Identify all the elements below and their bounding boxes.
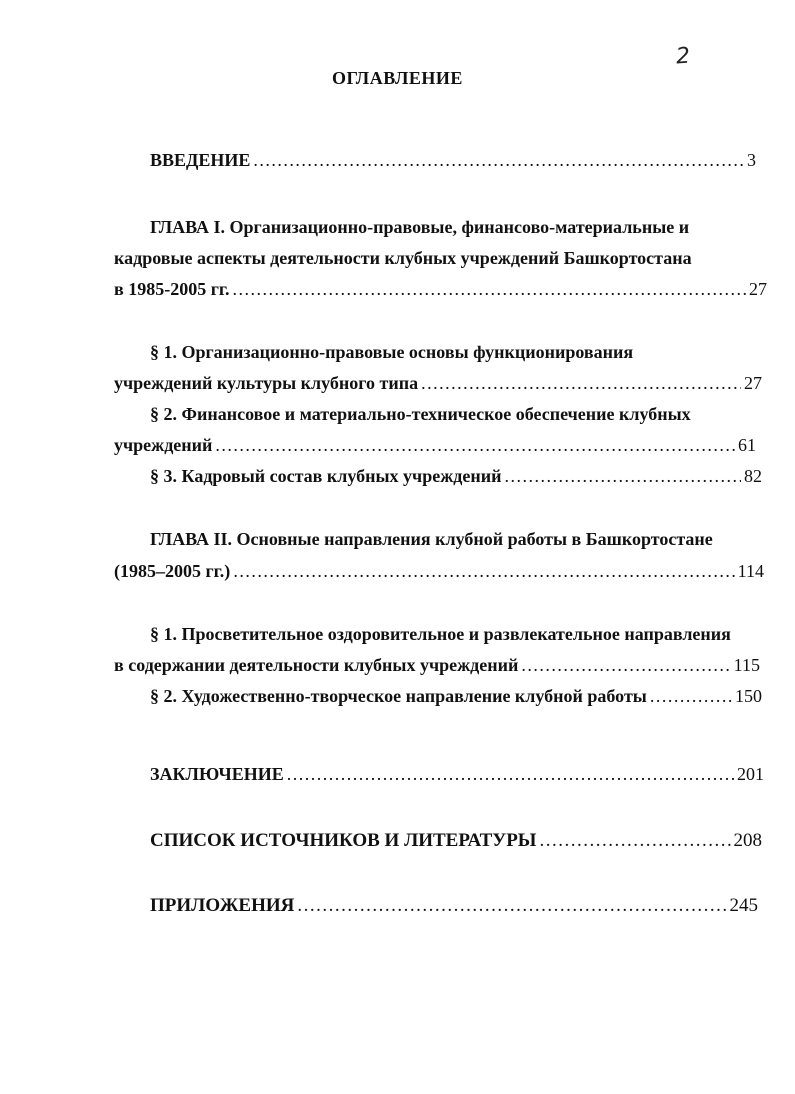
toc-entry-label: СПИСОК ИСТОЧНИКОВ И ЛИТЕРАТУРЫ [150,830,537,851]
toc-entry-chapter1[interactable] [114,279,767,300]
toc-entry-label: § 3. Кадровый состав клубных учреждений [150,466,502,486]
toc-entry-label: (1985–2005 гг.) [114,561,231,581]
toc-page-number: 114 [737,561,764,581]
toc-entry-conclusion[interactable] [150,764,764,785]
toc-entry-chapter2-section1[interactable] [114,655,760,676]
toc-entry-label: ВВЕДЕНИЕ [150,150,251,170]
leader-dots [650,686,732,707]
leader-dots [253,150,744,171]
toc-page-number: 201 [737,764,764,784]
chapter1-heading-line2: кадровые аспекты деятельности клубных учреждений Башкортостана [114,248,692,268]
toc-entry-label: ЗАКЛЮЧЕНИЕ [150,764,284,784]
toc-entry-label: ПРИЛОЖЕНИЯ [150,895,295,916]
leader-dots [215,435,735,456]
leader-dots [521,655,730,676]
toc-entry-label: учреждений культуры клубного типа [114,373,419,393]
leader-dots [287,764,734,785]
toc-entry-label: в 1985-2005 гг. [114,279,230,299]
toc-page-number: 3 [747,150,756,170]
chapter2-section1-line1: § 1. Просветительное оздоровительное и развлекательное направления [150,624,731,644]
toc-page-number: 61 [738,435,756,455]
toc-entry-appendix[interactable] [150,895,758,917]
toc-page-number: 150 [735,686,762,706]
handwritten-page-number: 2 [675,43,691,70]
toc-entry-chapter2[interactable] [114,561,764,582]
toc-entry-chapter2-section2[interactable] [150,686,762,707]
toc-page-number: 27 [749,279,767,299]
leader-dots [233,561,734,582]
chapter1-section1-line1: § 1. Организационно-правовые основы функционирования [150,342,634,362]
leader-dots [233,279,746,300]
toc-page-number: 245 [729,895,758,916]
toc-entry-chapter1-section1[interactable] [114,373,762,394]
leader-dots [297,895,726,917]
toc-entry-label: учреждений [114,435,213,455]
chapter1-heading-line1: ГЛАВА I. Организационно-правовые, финансово-материальные и [150,217,690,237]
chapter2-heading-line1: ГЛАВА II. Основные направления клубной работы в Башкортостане [150,529,713,549]
toc-page-number: 115 [733,655,760,675]
page-title: ОГЛАВЛЕНИЕ [332,68,463,88]
toc-entry-sources[interactable] [150,830,762,852]
toc-entry-label: в содержании деятельности клубных учреждений [114,655,519,675]
leader-dots [504,466,741,487]
leader-dots [421,373,741,394]
toc-entry-chapter1-section3[interactable] [150,466,762,487]
toc-page-number: 208 [733,830,762,851]
leader-dots [539,830,730,852]
toc-entry-label: § 2. Художественно-творческое направление клубной работы [150,686,647,706]
chapter1-section2-line1: § 2. Финансовое и материально-техническое обеспечение клубных [150,404,691,424]
toc-page-number: 82 [744,466,762,486]
toc-entry-introduction[interactable] [150,150,756,171]
toc-page-number: 27 [744,373,762,393]
toc-entry-chapter1-section2[interactable] [114,435,756,456]
